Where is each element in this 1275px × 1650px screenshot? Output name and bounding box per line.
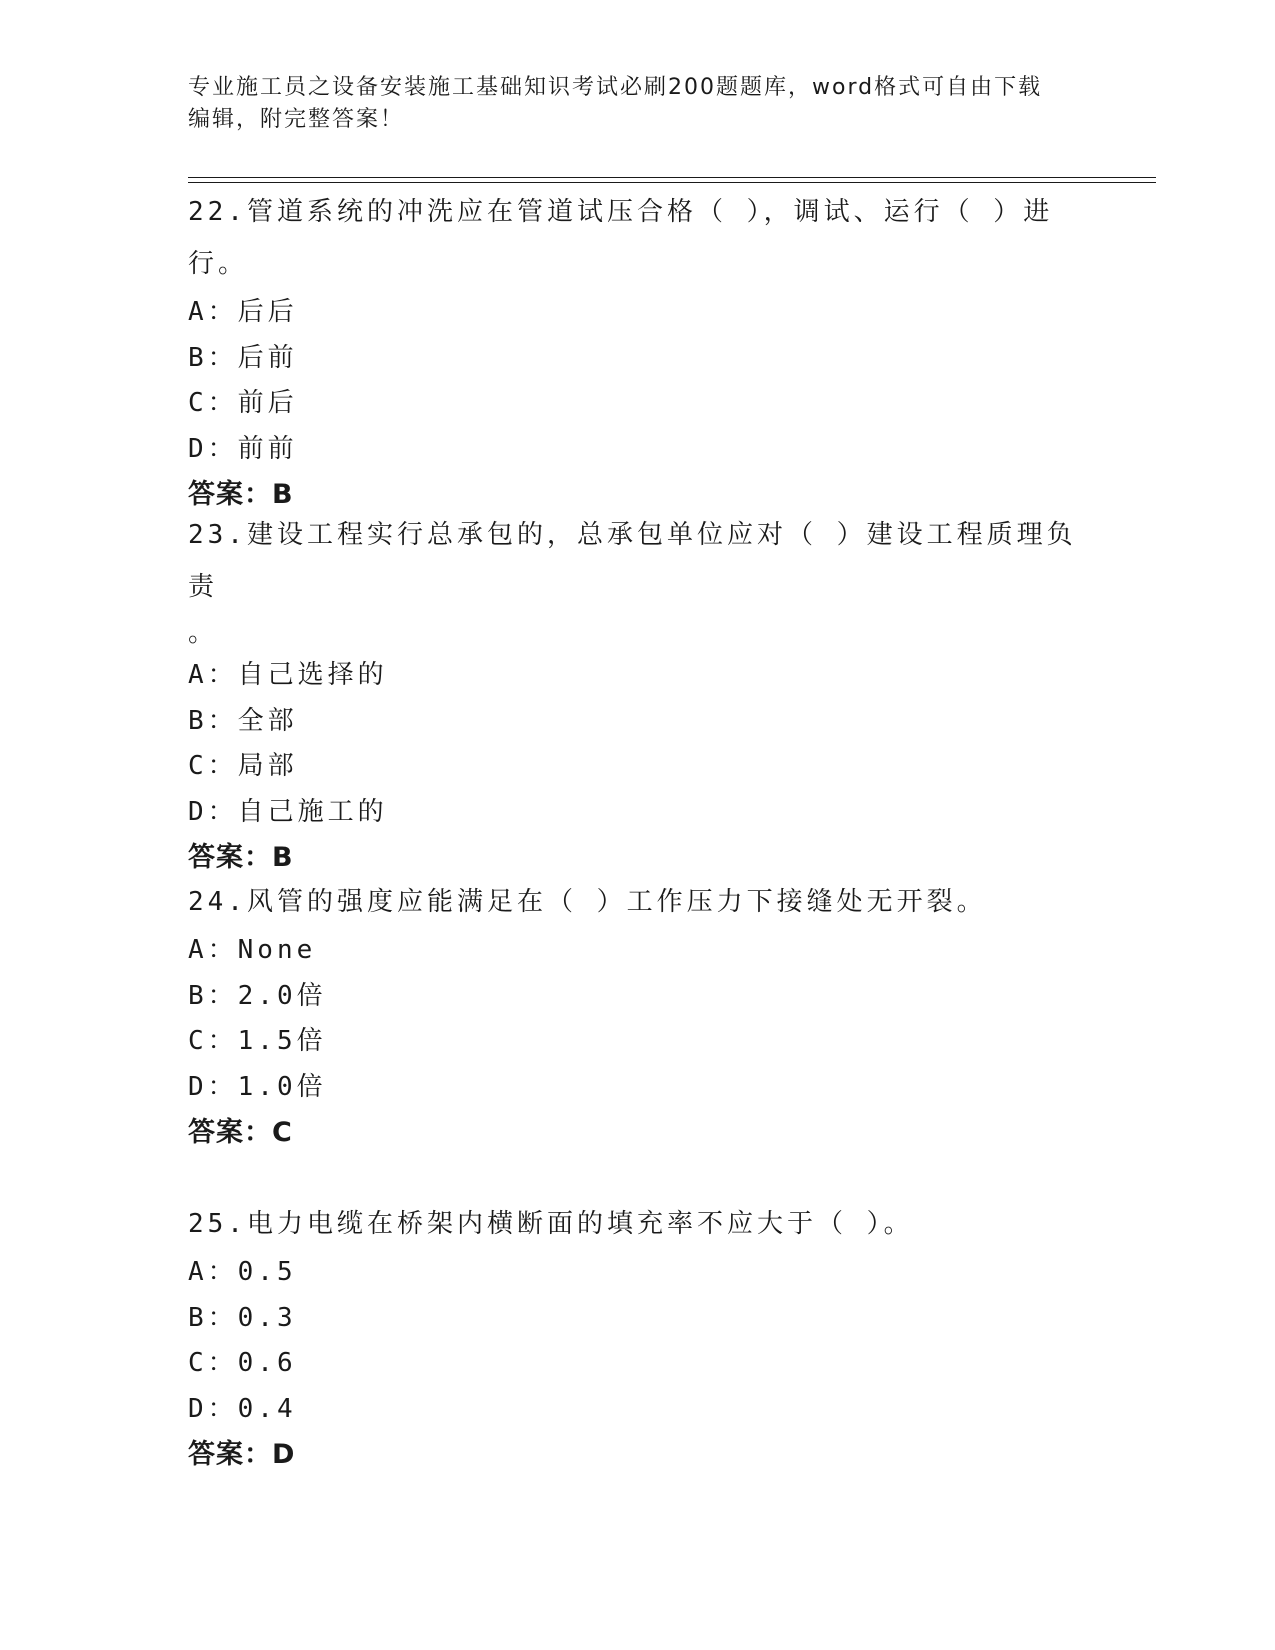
option-c: C：1.5倍 <box>188 1026 327 1056</box>
option-d: D：前前 <box>188 433 298 464</box>
option-d: D：1.0倍 <box>188 1071 327 1102</box>
question-stem: 25.电力电缆在桥架内横断面的填充率不应大于（ ）。 <box>188 1209 914 1239</box>
question-stem-continuation: 。 <box>188 618 219 648</box>
option-c: C：0.6 <box>188 1348 297 1378</box>
option-a: A：后后 <box>188 297 298 327</box>
option-b: B：后前 <box>188 342 298 373</box>
document-header <box>188 72 1088 136</box>
question-stem: 23.建设工程实行总承包的，总承包单位应对（ ）建设工程质理负责 <box>188 520 1077 602</box>
answer-label: 答案：D <box>188 1439 296 1470</box>
option-d: D：0.4 <box>188 1393 297 1424</box>
question-24 <box>188 876 1088 1156</box>
option-c: C：局部 <box>188 751 298 781</box>
option-a: A：自己选择的 <box>188 660 388 690</box>
option-a: A：None <box>188 935 317 965</box>
option-a: A：0.5 <box>188 1257 297 1287</box>
header-line-1: 专业施工员之设备安装施工基础知识考试必刷200题题库，word格式可自由下载 <box>188 75 1043 100</box>
option-d: D：自己施工的 <box>188 796 388 827</box>
option-b: B：2.0倍 <box>188 980 327 1011</box>
answer-label: 答案：C <box>188 1117 293 1148</box>
question-stem: 24.风管的强度应能满足在（ ）工作压力下接缝处无开裂。 <box>188 887 987 917</box>
answer-label: 答案：B <box>188 842 294 873</box>
header-divider-bottom <box>188 182 1156 183</box>
option-b: B：全部 <box>188 705 298 736</box>
answer-label: 答案：B <box>188 479 294 510</box>
question-22 <box>188 186 1088 518</box>
option-c: C：前后 <box>188 388 298 418</box>
question-25 <box>188 1198 1088 1478</box>
question-23 <box>188 509 1088 881</box>
header-line-2: 编辑，附完整答案！ <box>188 107 405 132</box>
question-stem: 22.管道系统的冲洗应在管道试压合格（ ），调试、运行（ ）进行。 <box>188 197 1054 279</box>
header-divider-top <box>188 177 1156 178</box>
option-b: B：0.3 <box>188 1302 297 1333</box>
